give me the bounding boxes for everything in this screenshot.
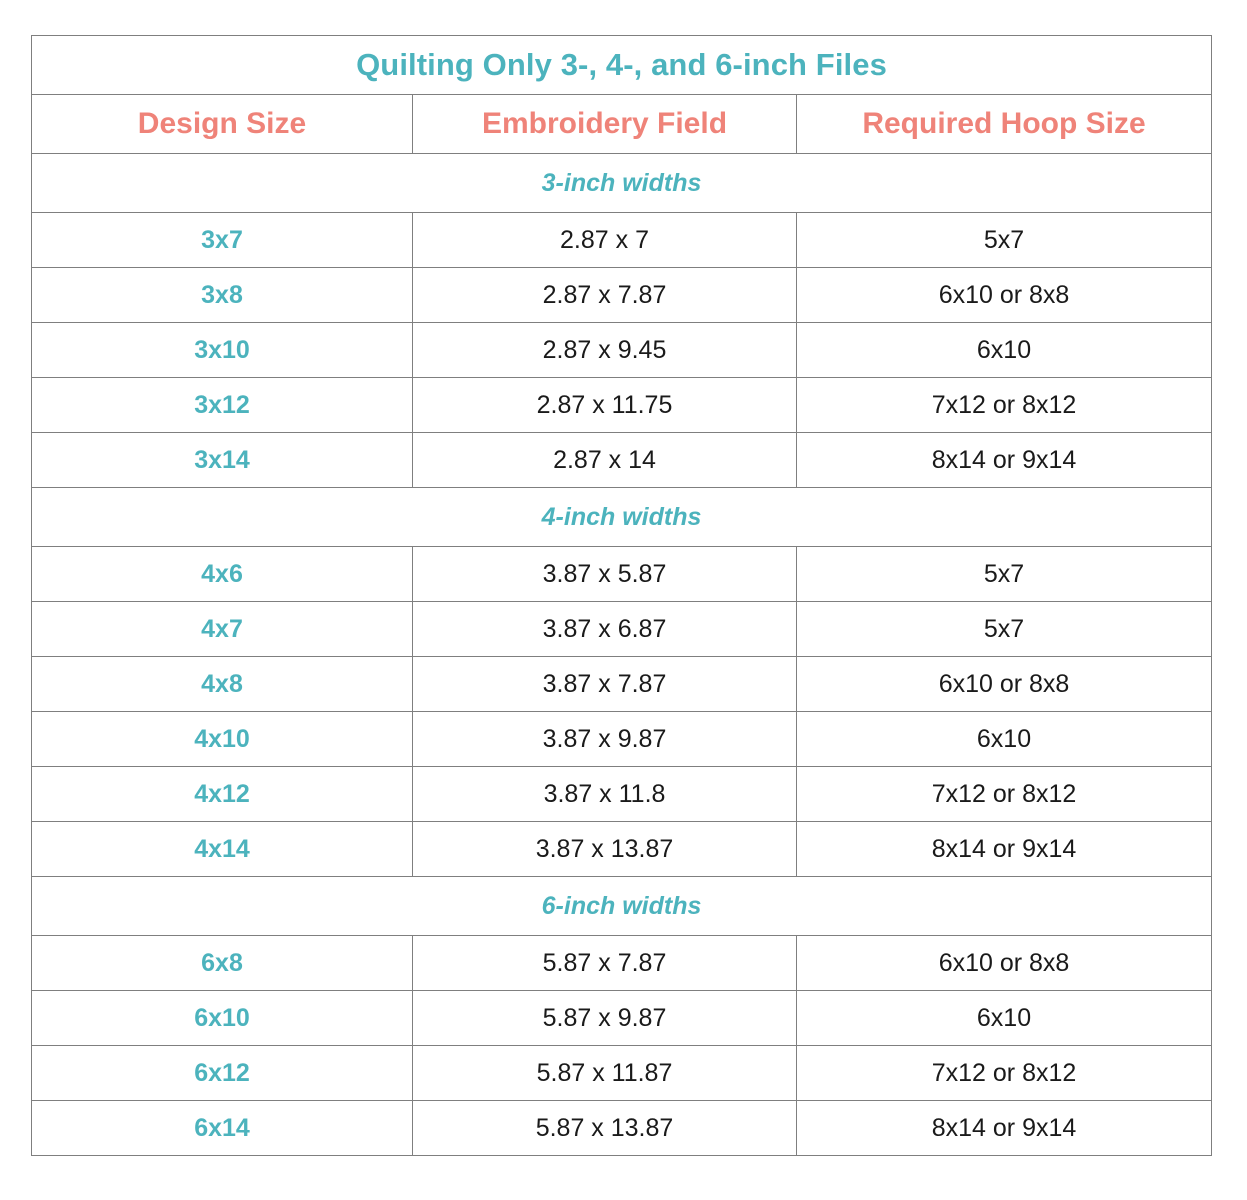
table-row: [32, 991, 1212, 1046]
cell-hoop-size: 6x10: [797, 991, 1212, 1046]
cell-embroidery-field: 5.87 x 9.87: [413, 991, 797, 1046]
group-label-4-inch: 4-inch widths: [32, 488, 1212, 547]
cell-embroidery-field: 3.87 x 6.87: [413, 602, 797, 657]
cell-hoop-size: 6x10 or 8x8: [797, 936, 1212, 991]
cell-embroidery-field: 3.87 x 5.87: [413, 547, 797, 602]
table-row: [32, 657, 1212, 712]
cell-hoop-size: 8x14 or 9x14: [797, 822, 1212, 877]
group-header-row: [32, 877, 1212, 936]
cell-hoop-size: 8x14 or 9x14: [797, 1101, 1212, 1156]
group-header-row: [32, 154, 1212, 213]
cell-hoop-size: 6x10 or 8x8: [797, 268, 1212, 323]
cell-design-size: 4x12: [32, 767, 413, 822]
cell-design-size: 3x14: [32, 433, 413, 488]
table-row: [32, 213, 1212, 268]
table-row: [32, 822, 1212, 877]
table-row: [32, 547, 1212, 602]
cell-design-size: 3x12: [32, 378, 413, 433]
cell-embroidery-field: 3.87 x 13.87: [413, 822, 797, 877]
cell-embroidery-field: 3.87 x 9.87: [413, 712, 797, 767]
table-row: [32, 712, 1212, 767]
cell-embroidery-field: 5.87 x 7.87: [413, 936, 797, 991]
cell-design-size: 4x7: [32, 602, 413, 657]
cell-design-size: 4x14: [32, 822, 413, 877]
table-row: [32, 433, 1212, 488]
cell-design-size: 6x14: [32, 1101, 413, 1156]
cell-embroidery-field: 5.87 x 11.87: [413, 1046, 797, 1101]
cell-hoop-size: 5x7: [797, 547, 1212, 602]
table-title-row: [32, 36, 1212, 95]
cell-embroidery-field: 2.87 x 14: [413, 433, 797, 488]
cell-hoop-size: 6x10: [797, 323, 1212, 378]
cell-embroidery-field: 2.87 x 7.87: [413, 268, 797, 323]
table-row: [32, 1101, 1212, 1156]
cell-hoop-size: 7x12 or 8x12: [797, 767, 1212, 822]
group-label-3-inch: 3-inch widths: [32, 154, 1212, 213]
size-chart-sheet: [31, 35, 1211, 1156]
cell-hoop-size: 7x12 or 8x12: [797, 378, 1212, 433]
column-header-design-size: Design Size: [32, 95, 413, 154]
cell-hoop-size: 7x12 or 8x12: [797, 1046, 1212, 1101]
table-header-row: [32, 95, 1212, 154]
cell-embroidery-field: 5.87 x 13.87: [413, 1101, 797, 1156]
cell-design-size: 6x12: [32, 1046, 413, 1101]
group-label-6-inch: 6-inch widths: [32, 877, 1212, 936]
cell-embroidery-field: 2.87 x 11.75: [413, 378, 797, 433]
cell-hoop-size: 5x7: [797, 213, 1212, 268]
table-row: [32, 767, 1212, 822]
column-header-embroidery-field: Embroidery Field: [413, 95, 797, 154]
table-row: [32, 1046, 1212, 1101]
cell-embroidery-field: 3.87 x 7.87: [413, 657, 797, 712]
cell-hoop-size: 8x14 or 9x14: [797, 433, 1212, 488]
table-row: [32, 936, 1212, 991]
cell-design-size: 4x8: [32, 657, 413, 712]
column-header-hoop-size: Required Hoop Size: [797, 95, 1212, 154]
cell-embroidery-field: 3.87 x 11.8: [413, 767, 797, 822]
cell-hoop-size: 6x10: [797, 712, 1212, 767]
page-title: Quilting Only 3-, 4-, and 6-inch Files: [32, 36, 1212, 95]
cell-design-size: 6x10: [32, 991, 413, 1046]
group-header-row: [32, 488, 1212, 547]
table-row: [32, 602, 1212, 657]
cell-design-size: 3x7: [32, 213, 413, 268]
cell-design-size: 3x8: [32, 268, 413, 323]
cell-design-size: 3x10: [32, 323, 413, 378]
size-chart-table: [31, 35, 1212, 1156]
cell-embroidery-field: 2.87 x 9.45: [413, 323, 797, 378]
cell-design-size: 4x6: [32, 547, 413, 602]
table-row: [32, 323, 1212, 378]
cell-embroidery-field: 2.87 x 7: [413, 213, 797, 268]
cell-design-size: 6x8: [32, 936, 413, 991]
cell-hoop-size: 6x10 or 8x8: [797, 657, 1212, 712]
cell-hoop-size: 5x7: [797, 602, 1212, 657]
cell-design-size: 4x10: [32, 712, 413, 767]
table-row: [32, 268, 1212, 323]
table-row: [32, 378, 1212, 433]
